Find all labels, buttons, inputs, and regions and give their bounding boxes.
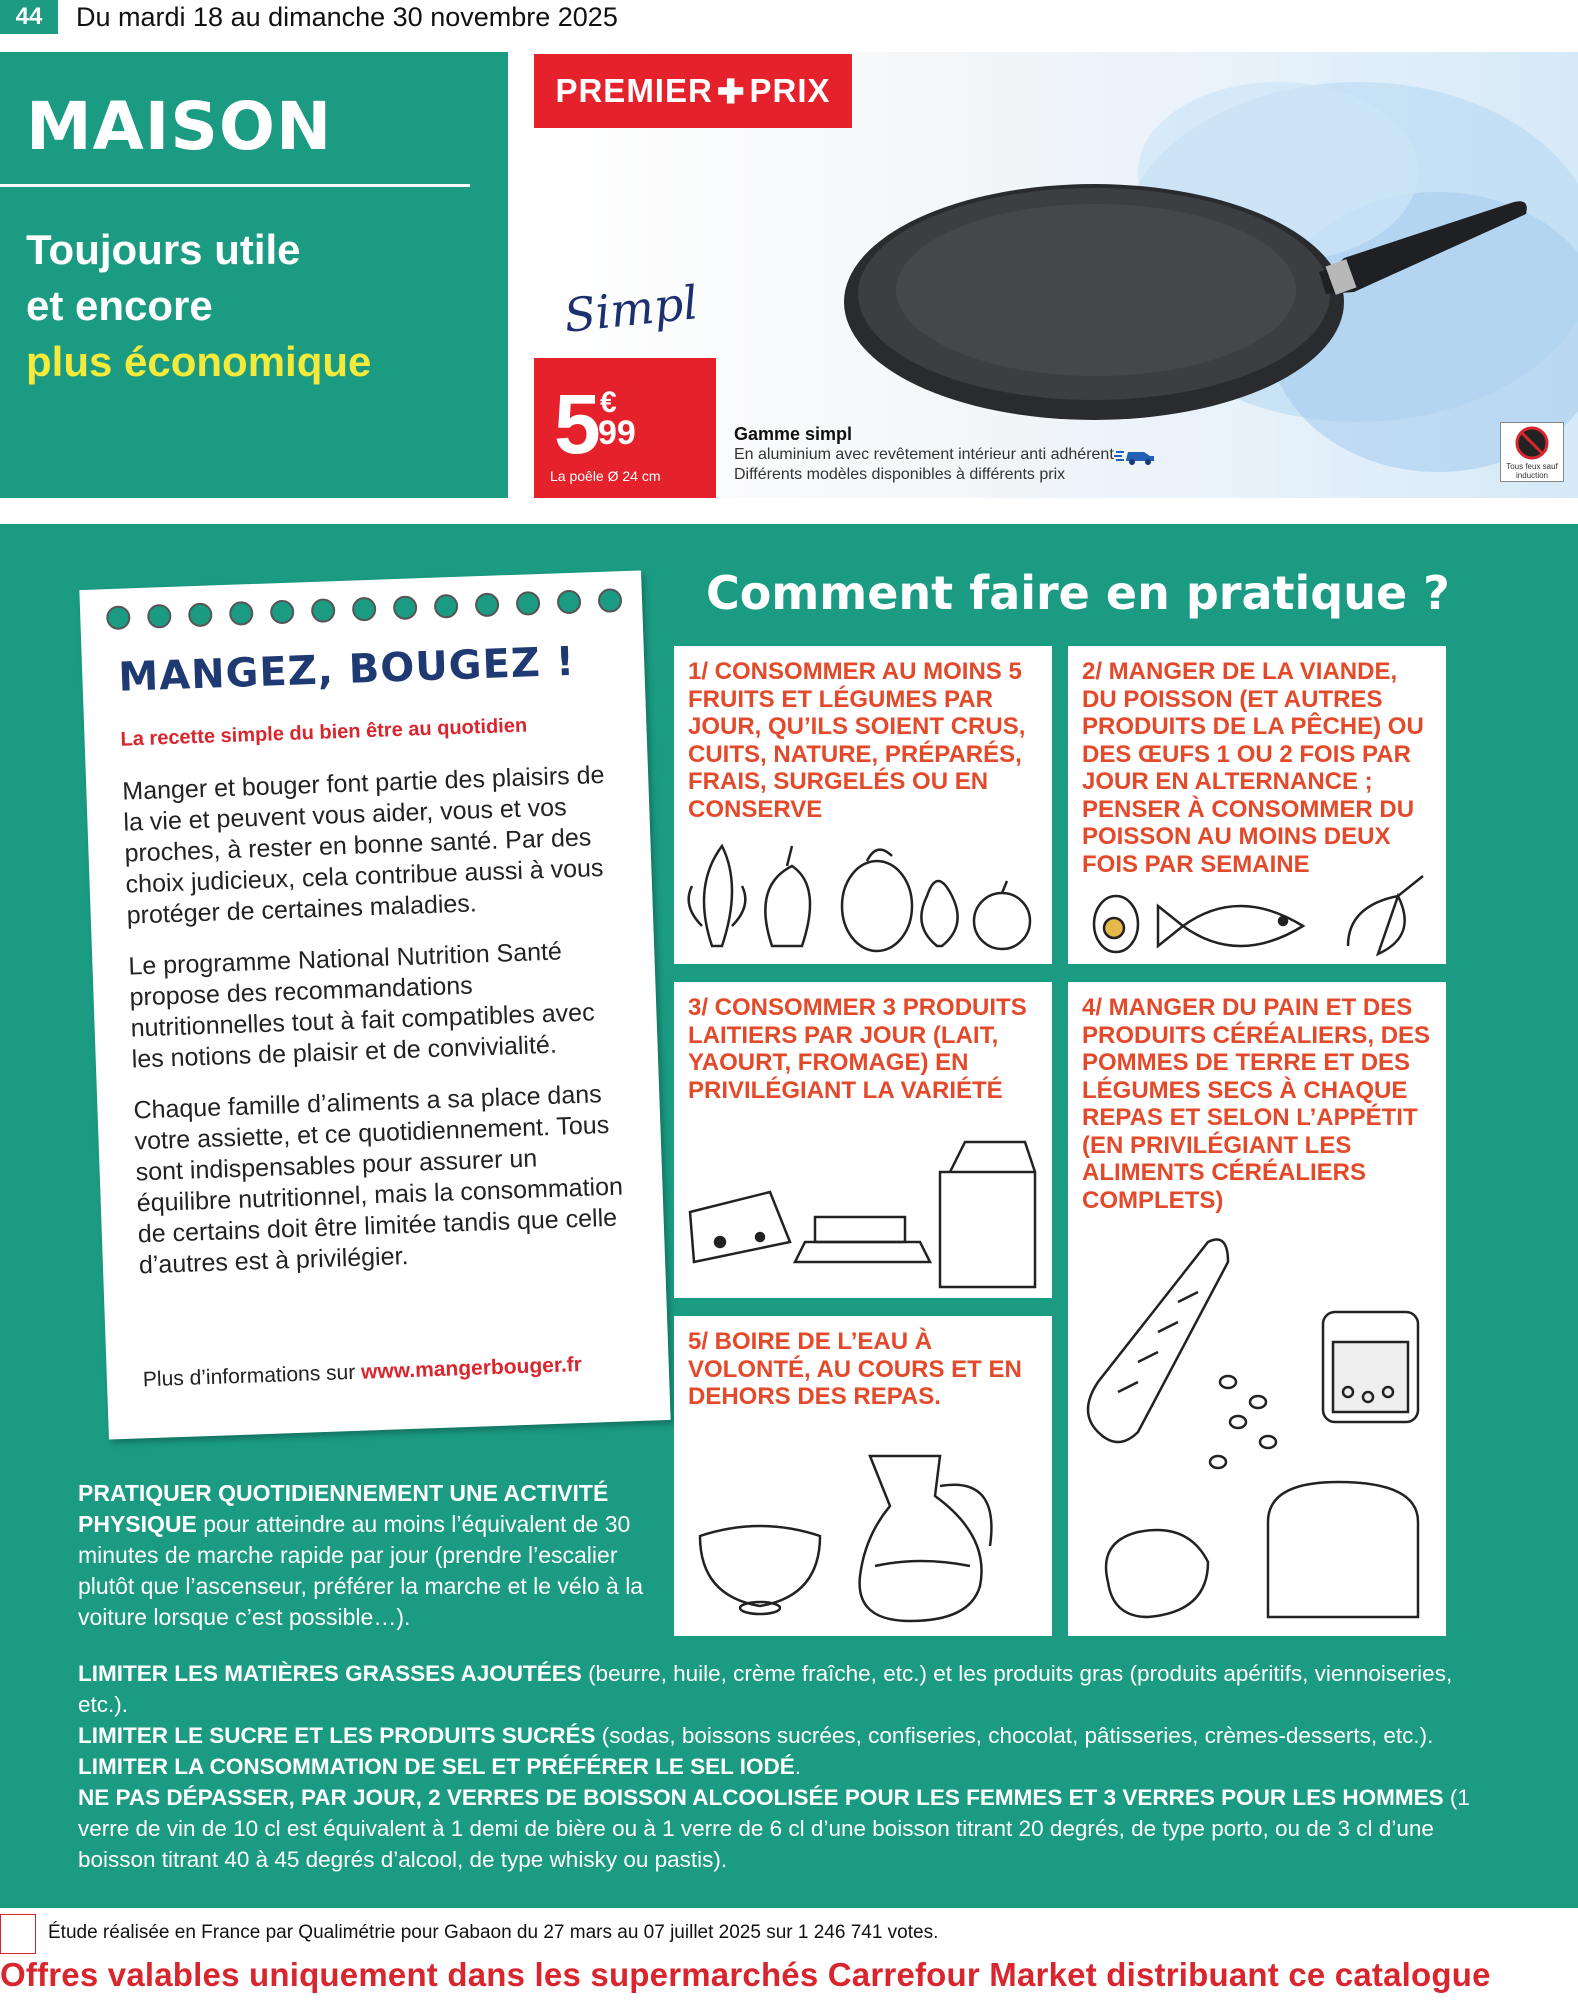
- tip-bread-cereals: [1068, 982, 1446, 1636]
- note-body: [122, 759, 640, 1301]
- spiral-ring: [517, 592, 540, 615]
- spiral-ring: [353, 598, 376, 621]
- spiral-ring: [271, 601, 294, 624]
- spiral-ring: [476, 593, 499, 616]
- limit-salt-text: .: [794, 1754, 801, 1779]
- maison-section: [0, 52, 508, 498]
- banner-right: PRIX: [749, 72, 831, 109]
- note-paragraph-2: Le programme National Nutrition Santé propose des recommandations nutritionnelles tout à fait compatibles avec les notions de plaisir et de convivialité.: [128, 937, 596, 1074]
- price-cents: 99: [598, 414, 636, 452]
- tip-3-text: 3/ CONSOMMER 3 PRODUITS LAITIERS PAR JOUR (LAIT, YAOURT, FROMAGE) EN PRIVILÉGIANT LA VARIÉTÉ: [688, 994, 1027, 1104]
- tip-meat-fish-eggs: [1068, 646, 1446, 964]
- study-note: Étude réalisée en France par Qualimétrie pour Gabaon du 27 mars au 07 juillet 2025 sur 1 246 741 votes.: [48, 1922, 939, 1943]
- maison-divider: [0, 184, 470, 187]
- bowl-icon: [700, 1526, 820, 1606]
- mangez-bougez-card: [79, 570, 670, 1439]
- apple-icon: [974, 893, 1030, 949]
- spiral-ring: [312, 599, 335, 622]
- note-subtitle: La recette simple du bien être au quotidien: [120, 714, 528, 751]
- premier-prix-banner: [534, 54, 852, 128]
- spiral-rings-decoration: [102, 585, 623, 633]
- butter-icon: [795, 1242, 930, 1262]
- beans-icon: [1220, 1376, 1236, 1388]
- spiral-ring: [599, 589, 622, 612]
- date-range: Du mardi 18 au dimanche 30 novembre 2025: [76, 2, 618, 32]
- comment-faire-title: Comment faire en pratique ?: [706, 566, 1450, 620]
- product-description-2: Différents modèles disponibles à différents prix: [734, 466, 1066, 483]
- banner-left: PREMIER: [555, 72, 713, 109]
- limit-alcohol: [78, 1782, 1478, 1875]
- fruits-vegetables-illustration: [682, 826, 1044, 956]
- product-card[interactable]: [534, 52, 1578, 498]
- spiral-ring: [107, 606, 130, 629]
- bread-loaf-icon: [1268, 1482, 1418, 1617]
- price-unit-label: La poêle Ø 24 cm: [550, 468, 661, 484]
- tip-4-text: 4/ MANGER DU PAIN ET DES PRODUITS CÉRÉALIERS, DES POMMES DE TERRE ET DES LÉGUMES SECS À CHAQUE REPAS ET SELON L’APPÉTIT (EN PRIVILÉGIANT LES ALIMENTS CÉRÉALIERS COMPLETS): [1082, 994, 1431, 1214]
- delivery-car-icon: [1114, 446, 1156, 466]
- corn-icon: [704, 846, 732, 946]
- induction-label: Tous feux sauf induction: [1506, 462, 1558, 480]
- mangerbouger-link[interactable]: www.mangerbouger.fr: [360, 1353, 583, 1384]
- physical-activity-text: [78, 1478, 668, 1633]
- ham-icon: [1348, 876, 1423, 954]
- page-number: 44: [0, 0, 58, 34]
- activity-heading: PRATIQUER QUOTIDIENNEMENT UNE ACTIVITÉ PHYSIQUE: [78, 1480, 609, 1537]
- water-illustration: [690, 1436, 1040, 1631]
- dairy-illustration: [680, 1132, 1046, 1292]
- tip-5-text: 5/ BOIRE DE L’EAU À VOLONTÉ, AU COURS ET EN DEHORS DES REPAS.: [688, 1328, 1022, 1410]
- price-tag: [534, 358, 716, 498]
- note-paragraph-3: Chaque famille d’aliments a sa place dans votre assiette, et ce quotidiennement. Tous sont indispensables pour assurer un équilibre nutritionnel, mais la consommation de certains doit être limitée tandis que celle d’autres est à privilégier.: [133, 1080, 624, 1280]
- offers-disclaimer: Offres valables uniquement dans les supermarchés Carrefour Market distribuant ce catalogue: [0, 1956, 1491, 1993]
- tagline-line-3: plus économique: [26, 338, 372, 385]
- tip-2-text: 2/ MANGER DE LA VIANDE, DU POISSON (ET AUTRES PRODUITS DE LA PÊCHE) OU DES ŒUFS 1 OU 2 FOIS PAR JOUR EN ALTERNANCE ; PENSER À CONSOMMER DU POISSON AU MOINS DEUX FOIS PAR SEMAINE: [1082, 658, 1424, 878]
- limit-sugar: [78, 1720, 1478, 1751]
- pear-icon: [921, 881, 957, 946]
- limit-sugar-text: (sodas, boissons sucrées, confiseries, chocolat, pâtisseries, crèmes-desserts, etc.).: [595, 1723, 1434, 1748]
- tip-1-text: 1/ CONSOMMER AU MOINS 5 FRUITS ET LÉGUMES PAR JOUR, QU’ILS SOIENT CRUS, CUITS, NATURE, PRÉPARÉS, FRAIS, SURGELÉS OU EN CONSERVE: [688, 658, 1026, 823]
- limit-fat: [78, 1658, 1478, 1720]
- baguette-icon: [1088, 1240, 1228, 1443]
- note-more-info: [143, 1353, 583, 1392]
- note-title: MANGEZ, BOUGEZ !: [117, 638, 576, 701]
- bread-cereals-illustration: [1078, 1232, 1440, 1632]
- tip-water: [674, 1316, 1052, 1636]
- tagline-line-2: et encore: [26, 282, 213, 329]
- spiral-ring: [558, 591, 581, 614]
- activity-body: pour atteindre au moins l’équivalent de 30 minutes de marche rapide par jour (prendre l’escalier plutôt que l’ascenseur, préférer la marche et le vélo à la voiture lorsque c’est possible…).: [78, 1511, 644, 1630]
- limits-list: [78, 1658, 1478, 1875]
- pepper-icon: [765, 866, 810, 946]
- limit-alcohol-text: (1 verre de vin de 10 cl est équivalent à 1 demi de bière ou à 1 verre de 6 cl d’une boisson titrant 20 degrés, de type porto, ou de 3 cl d’une boisson titrant 40 à 45 degrés d’alcool, de type whisky ou pastis).: [78, 1785, 1470, 1872]
- limit-fat-text: (beurre, huile, crème fraîche, etc.) et les produits gras (produits apéritifs, viennoiseries, etc.).: [78, 1661, 1453, 1717]
- product-name: Gamme simpl: [734, 424, 853, 444]
- carrefour-logo-icon: ✚: [716, 72, 746, 110]
- maison-tagline: [26, 222, 371, 390]
- tip-dairy: [674, 982, 1052, 1298]
- limit-sugar-bold: LIMITER LE SUCRE ET LES PRODUITS SUCRÉS: [78, 1723, 596, 1748]
- milk-carton-icon: [940, 1172, 1035, 1287]
- limit-salt: [78, 1751, 1478, 1782]
- water-jug-icon: [860, 1456, 982, 1621]
- maison-title: MAISON: [26, 88, 333, 165]
- spiral-ring: [148, 605, 171, 628]
- spiral-ring: [435, 595, 458, 618]
- tagline-line-1: Toujours utile: [26, 226, 301, 273]
- simpl-brand-logo: Simpl: [561, 275, 701, 343]
- tip-fruits-vegetables: [674, 646, 1052, 964]
- limit-alcohol-bold: NE PAS DÉPASSER, PAR JOUR, 2 VERRES DE BOISSON ALCOOLISÉE POUR LES FEMMES ET 3 VERRES POUR LES HOMMES: [78, 1785, 1444, 1810]
- spiral-ring: [189, 603, 212, 626]
- eggplant-icon: [842, 861, 912, 951]
- price-units: 5: [554, 377, 601, 471]
- frying-pan-image: [814, 132, 1534, 432]
- meat-fish-eggs-illustration: [1078, 866, 1438, 962]
- price-currency: €: [600, 386, 617, 419]
- note-paragraph-1: Manger et bouger font partie des plaisirs de la vie et peuvent vous aider, vous et vos proches, à rester en bonne santé. Par des choix judicieux, cela contribue aussi à vous protéger de certaines maladies.: [121, 760, 605, 930]
- cheese-icon: [690, 1192, 790, 1262]
- limit-salt-bold: LIMITER LA CONSOMMATION DE SEL ET PRÉFÉRER LE SEL IODÉ: [78, 1754, 795, 1779]
- spiral-ring: [394, 596, 417, 619]
- potatoes-icon: [1106, 1530, 1208, 1617]
- spiral-ring: [230, 602, 253, 625]
- product-description-1: En aluminium avec revêtement intérieur anti adhérent: [734, 446, 1114, 463]
- fish-icon: [1183, 906, 1303, 946]
- limit-fat-bold: LIMITER LES MATIÈRES GRASSES AJOUTÉES: [78, 1661, 582, 1686]
- note-link-prefix: Plus d’informations sur: [142, 1360, 356, 1392]
- study-badge-icon: [0, 1914, 36, 1954]
- no-induction-icon: [1501, 423, 1563, 463]
